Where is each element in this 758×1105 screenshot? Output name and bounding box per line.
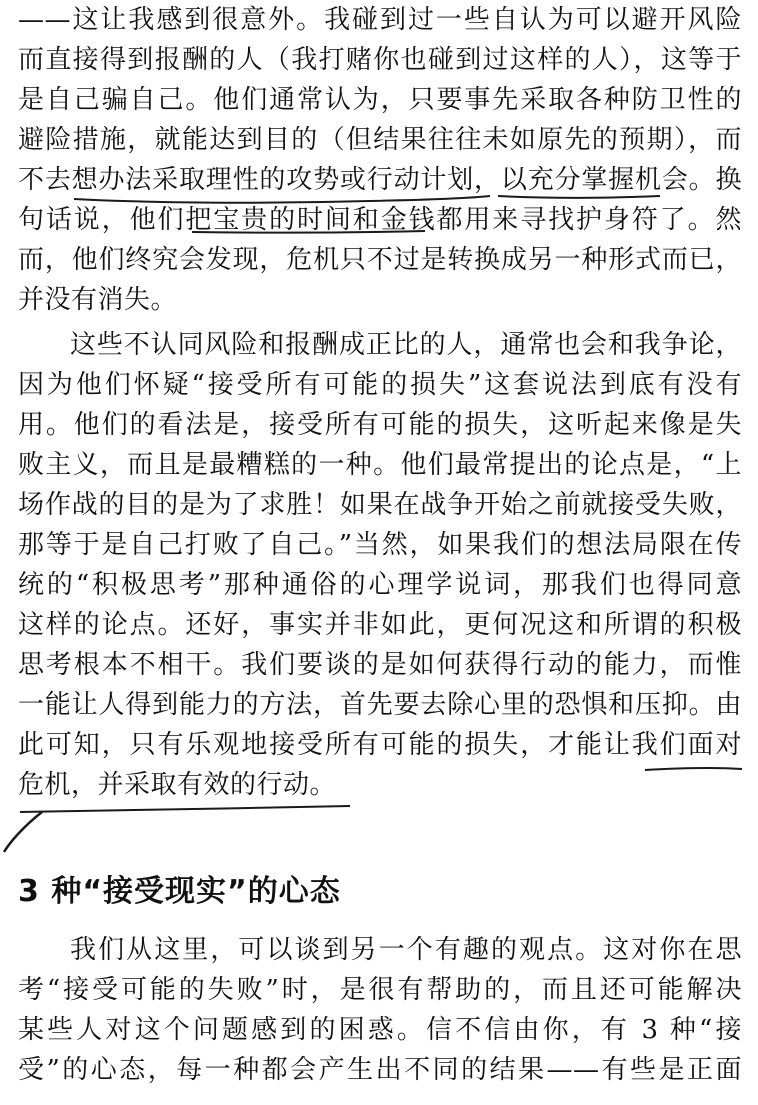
paragraph-line: 句话说，他们把宝贵的时间和金钱都用来寻找护身符了。然 xyxy=(18,205,742,235)
paragraph-line: 此可知，只有乐观地接受所有可能的损失，才能让我们面对 xyxy=(18,730,742,760)
paragraph-line: 某些人对这个问题感到的困惑。信不信由你，有 3 种“接 xyxy=(18,1015,742,1045)
pen-hook-mark xyxy=(4,812,42,852)
paragraph-line: 考“接受可能的失败”时，是很有帮助的，而且还可能解决 xyxy=(18,975,742,1005)
paragraph-line: 用。他们的看法是，接受所有可能的损失，这听起来像是失 xyxy=(18,410,742,440)
paragraph-line: 避险措施，就能达到目的（但结果往往未如原先的预期），而 xyxy=(18,125,742,155)
paragraph-line: 不去想办法采取理性的攻势或行动计划，以充分掌握机会。换 xyxy=(18,165,742,195)
paragraph-line: 败主义，而且是最糟糕的一种。他们最常提出的论点是，“上 xyxy=(18,450,742,480)
paragraph-line: 并没有消失。 xyxy=(18,285,178,315)
paragraph-line: 那等于是自己打败了自己。”当然，如果我们的想法局限在传 xyxy=(18,530,742,560)
paragraph-line: 受”的心态，每一种都会产生出不同的结果——有些是正面 xyxy=(18,1055,742,1085)
paragraph-line: 危机，并采取有效的行动。 xyxy=(18,770,337,800)
paragraph-line: 我们从这里，可以谈到另一个有趣的观点。这对你在思 xyxy=(70,935,742,965)
paragraph-line: 而直接得到报酬的人（我打赌你也碰到过这样的人），这等于 xyxy=(18,45,742,75)
paragraph-line: ——这让我感到很意外。我碰到过一些自认为可以避开风险 xyxy=(18,5,742,35)
paragraph-line: 场作战的目的是为了求胜！如果在战争开始之前就接受失败， xyxy=(18,490,742,520)
section-heading: 3 种“接受现实”的心态 xyxy=(18,874,341,909)
paragraph-line: 这样的论点。还好，事实并非如此，更何况这和所谓的积极 xyxy=(18,610,742,640)
paragraph-line: 因为他们怀疑“接受所有可能的损失”这套说法到底有没有 xyxy=(18,370,742,400)
handwritten-underline xyxy=(20,806,350,812)
paragraph-line: 统的“积极思考”那种通俗的心理学说词，那我们也得同意 xyxy=(18,570,742,600)
paragraph-line: 这些不认同风险和报酬成正比的人，通常也会和我争论， xyxy=(70,330,742,360)
paragraph-line: 而，他们终究会发现，危机只不过是转换成另一种形式而已， xyxy=(18,245,742,275)
paragraph-line: 一能让人得到能力的方法，首先要去除心里的恐惧和压抑。由 xyxy=(18,690,742,720)
paragraph-line: 思考根本不相干。我们要谈的是如何获得行动的能力，而惟 xyxy=(18,650,742,680)
paragraph-line: 是自己骗自己。他们通常认为，只要事先采取各种防卫性的 xyxy=(18,85,742,115)
